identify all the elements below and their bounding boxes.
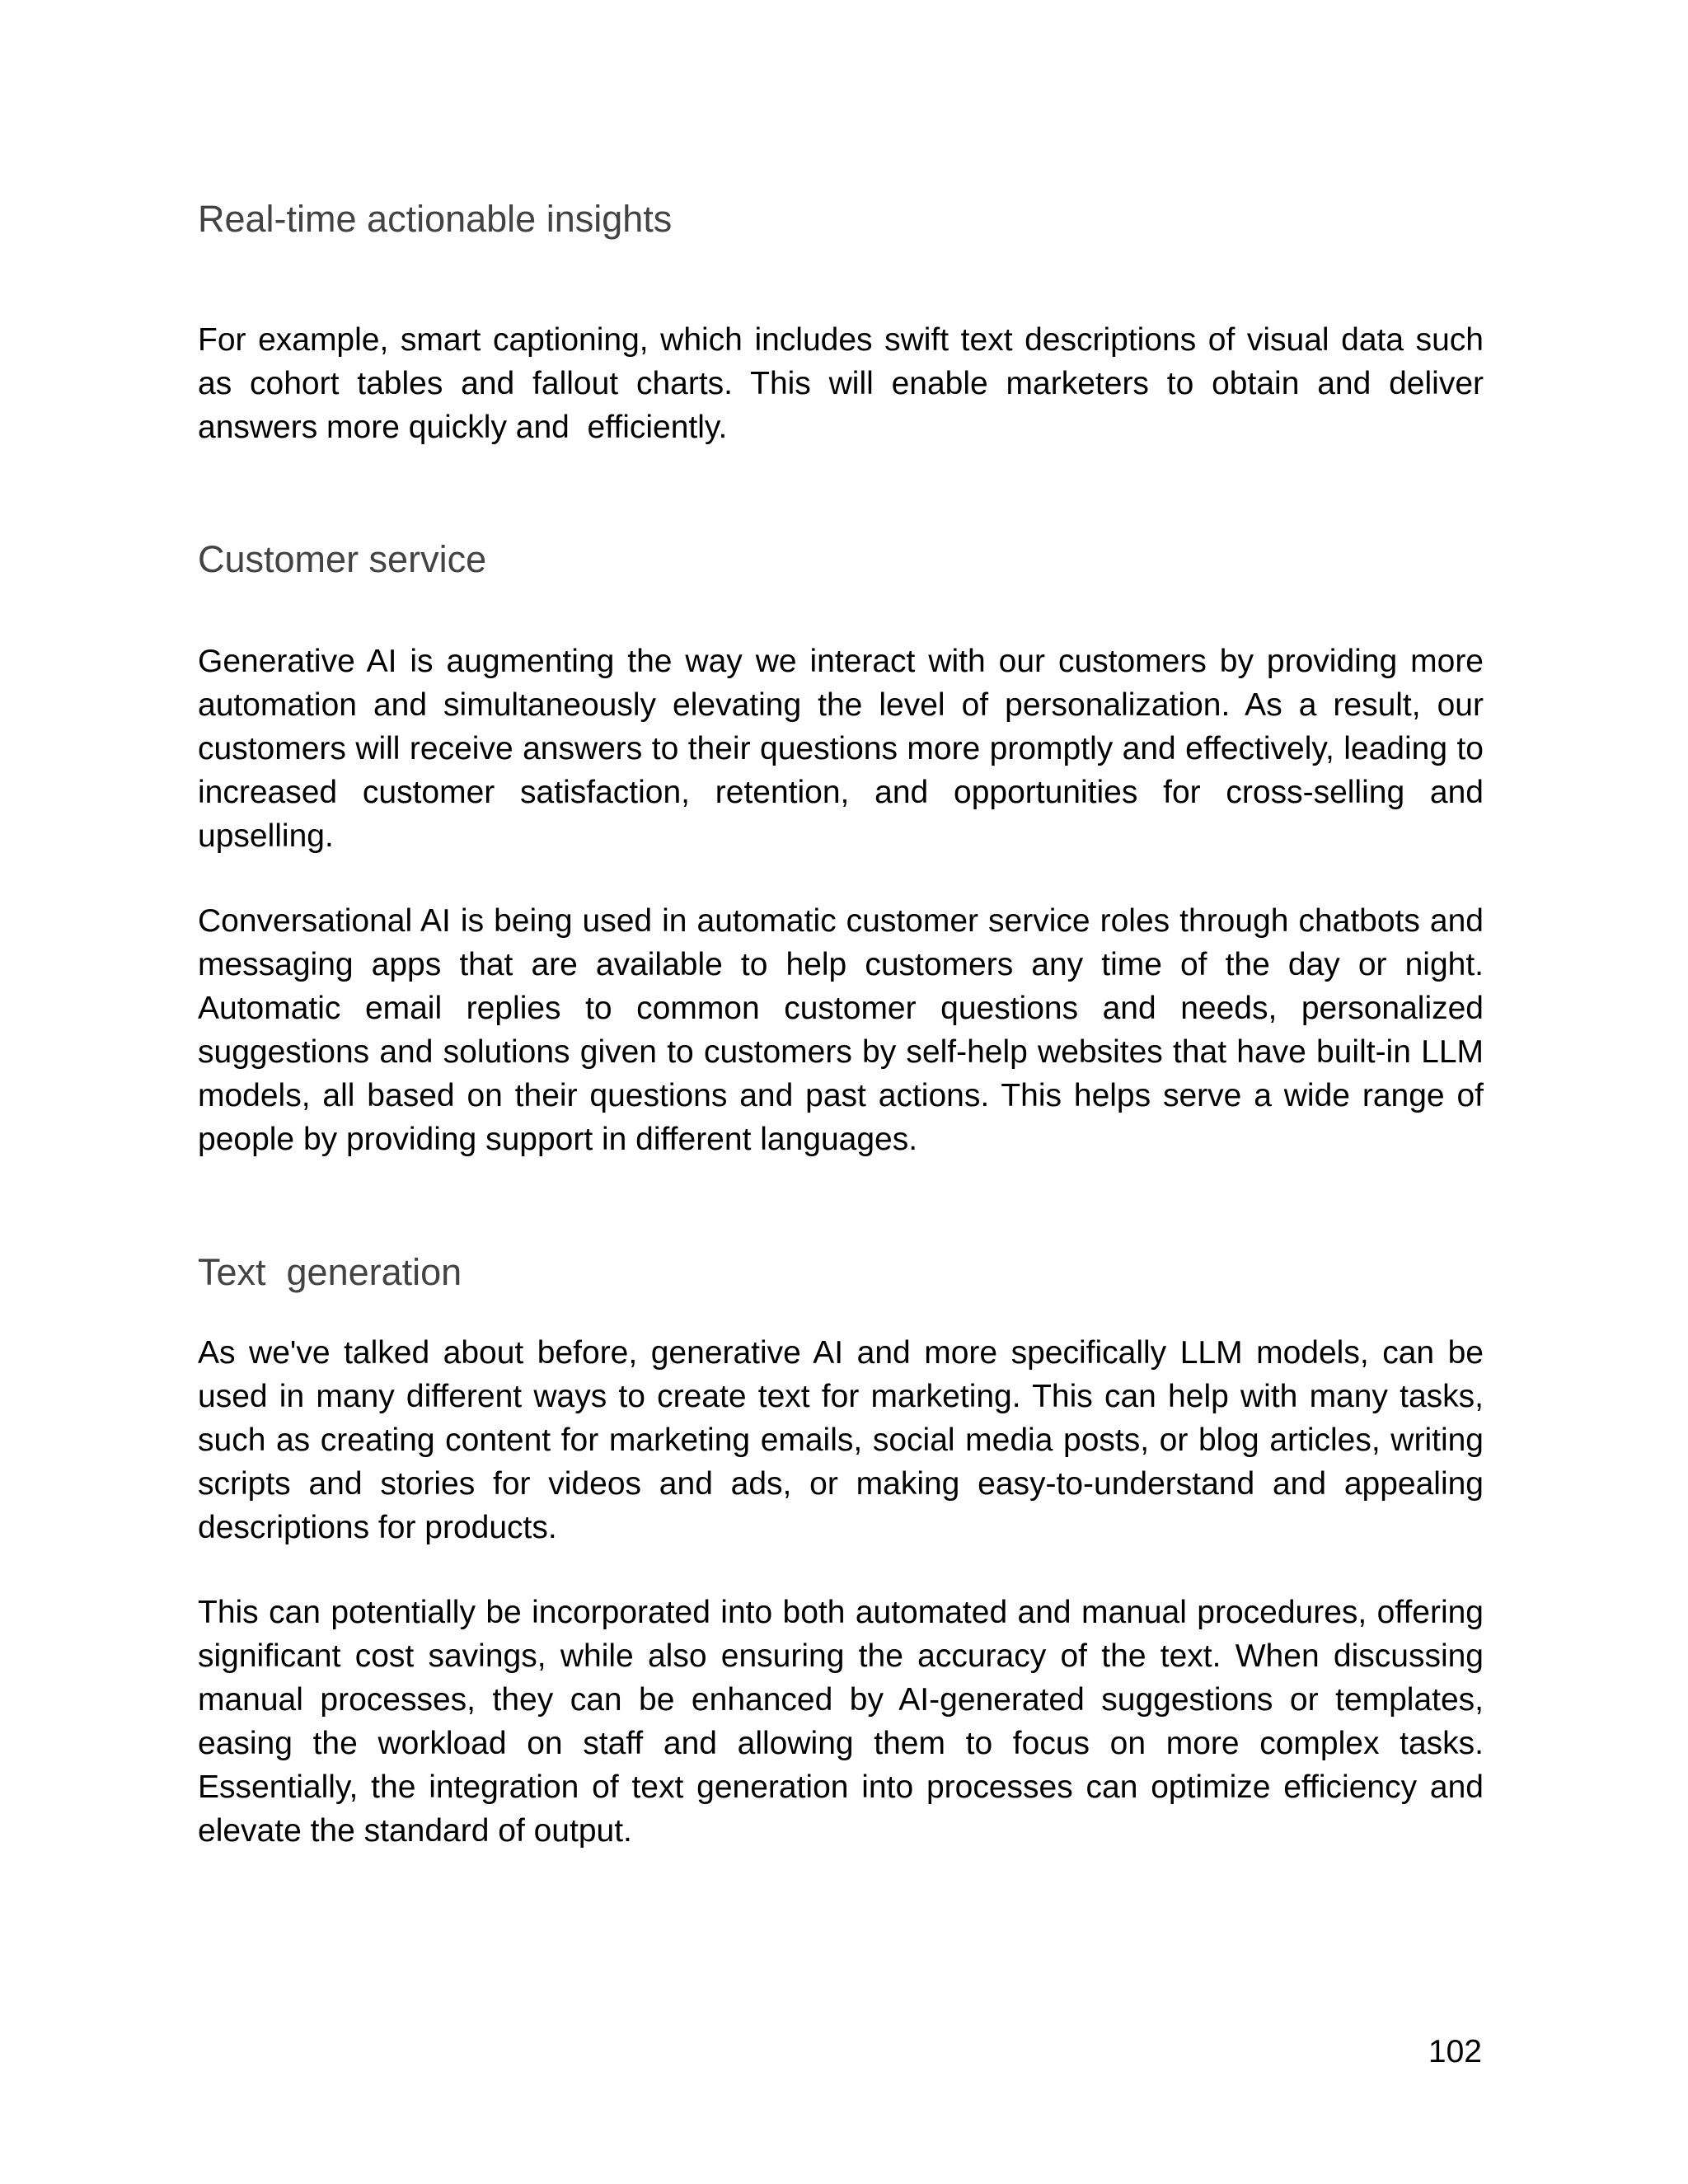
paragraph-customer-service-2: Conversational AI is being used in automatic customer service roles through chatbots and messaging apps that are available to help customers any time of the day or night. Automatic email replies to common customer questions and needs, personalized suggestions and solutions given to customers by self-help websites that have built-in LLM models, all based on their questions and past actions. This helps serve a wide range of people by providing support in different languages.	[198, 903, 1493, 1157]
section-heading-realtime-insights: Real-time actionable insights	[198, 198, 673, 240]
paragraph-text-generation-2: This can potentially be incorporated into both automated and manual procedures, offering significant cost savings, while also ensuring the accuracy of the text. When discussing manual processes, they can be enhanced by AI-generated suggestions or templates, easing the workload on staff and allowing them to focus on more complex tasks. Essentially, the integration of text generation into processes can optimize efficiency and elevate the standard of output.	[198, 1595, 1493, 1849]
page-number: 102	[1428, 2034, 1482, 2069]
paragraph-text-generation-1: As we've talked about before, generative AI and more specifically LLM models, can be used in many different ways to create text for marketing. This can help with many tasks, such as creating content for marketing emails, social media posts, or blog articles, writing scripts and stories for videos and ads, or making easy-to-understand and appealing descriptions for products.	[198, 1335, 1493, 1545]
section-heading-customer-service: Customer service	[198, 538, 487, 580]
paragraph-realtime-insights: For example, smart captioning, which includes swift text descriptions of visual data such as cohort tables and fallout charts. This will enable marketers to obtain and deliver answers more quickly and efficiently.	[198, 322, 1493, 445]
section-heading-text-generation: Text generation	[198, 1251, 462, 1293]
paragraph-customer-service-1: Generative AI is augmenting the way we interact with our customers by providing more automation and simultaneously elevating the level of personalization. As a result, our customers will receive answers to their questions more promptly and effectively, leading to increased customer satisfaction, retention, and opportunities for cross-selling and upselling.	[198, 644, 1493, 854]
